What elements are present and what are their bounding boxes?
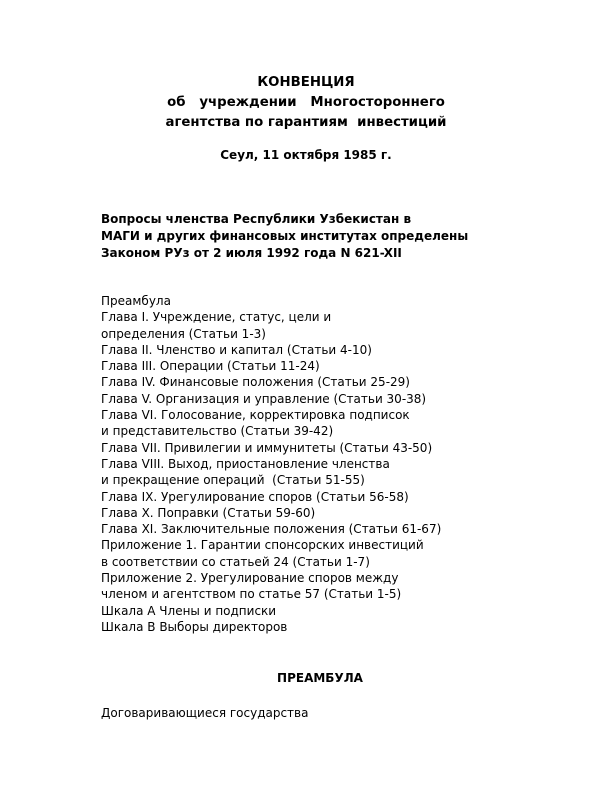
toc-item: Глава XI. Заключительные положения (Статьи 61-67)	[101, 522, 442, 537]
toc-item: определения (Статьи 1-3)	[101, 326, 266, 341]
note-line-2: МАГИ и других финансовых институтах определены	[101, 229, 469, 243]
toc-item: Глава IV. Финансовые положения (Статьи 25-29)	[101, 375, 410, 390]
note-line-1: Вопросы членства Республики Узбекистан в	[101, 212, 412, 226]
body-first-line: Договаривающиеся государства	[101, 706, 309, 720]
toc-item: Глава VII. Привилегии и иммунитеты (Статьи 43-50)	[101, 440, 433, 455]
toc-item: в соответствии со статьей 24 (Статьи 1-7)	[101, 554, 370, 569]
toc-item: Глава VIII. Выход, приостановление членства	[101, 456, 390, 471]
toc-item: Глава V. Организация и управление (Статьи 30-38)	[101, 391, 427, 406]
toc-item: Глава VI. Голосование, корректировка подписок	[101, 408, 410, 423]
toc-item: Глава III. Операции (Статьи 11-24)	[101, 359, 320, 374]
toc-item: Приложение 1. Гарантии спонсорских инвестиций	[101, 538, 424, 553]
toc-item: Глава II. Членство и капитал (Статьи 4-10)	[101, 342, 372, 357]
toc-item: Шкала B Выборы директоров	[101, 619, 288, 634]
place-and-date: Сеул, 11 октября 1985 г.	[220, 148, 392, 162]
title-line-1: КОНВЕНЦИЯ	[257, 75, 355, 90]
toc-item: Шкала А Члены и подписки	[101, 603, 277, 618]
toc-item: Глава X. Поправки (Статьи 59-60)	[101, 505, 316, 520]
table-of-contents	[101, 293, 521, 635]
preamble-heading: ПРЕАМБУЛА	[277, 671, 363, 685]
toc-item: членом и агентством по статье 57 (Статьи 1-5)	[101, 587, 402, 602]
membership-note	[101, 211, 521, 262]
note-line-3: Законом РУз от 2 июля 1992 года N 621-XII	[101, 246, 402, 260]
title-line-3: агентства по гарантиям инвестиций	[165, 115, 447, 130]
toc-item: Преамбула	[101, 294, 171, 308]
toc-item: и прекращение операций (Статьи 51-55)	[101, 473, 365, 488]
toc-item: Глава I. Учреждение, статус, цели и	[101, 310, 332, 325]
toc-item: и представительство (Статьи 39-42)	[101, 424, 334, 439]
toc-item: Глава IX. Урегулирование споров (Статьи 56-58)	[101, 489, 409, 504]
title-line-2: об учреждении Многостороннего	[167, 95, 445, 110]
document-title	[0, 73, 612, 133]
toc-item: Приложение 2. Урегулирование споров между	[101, 571, 399, 586]
